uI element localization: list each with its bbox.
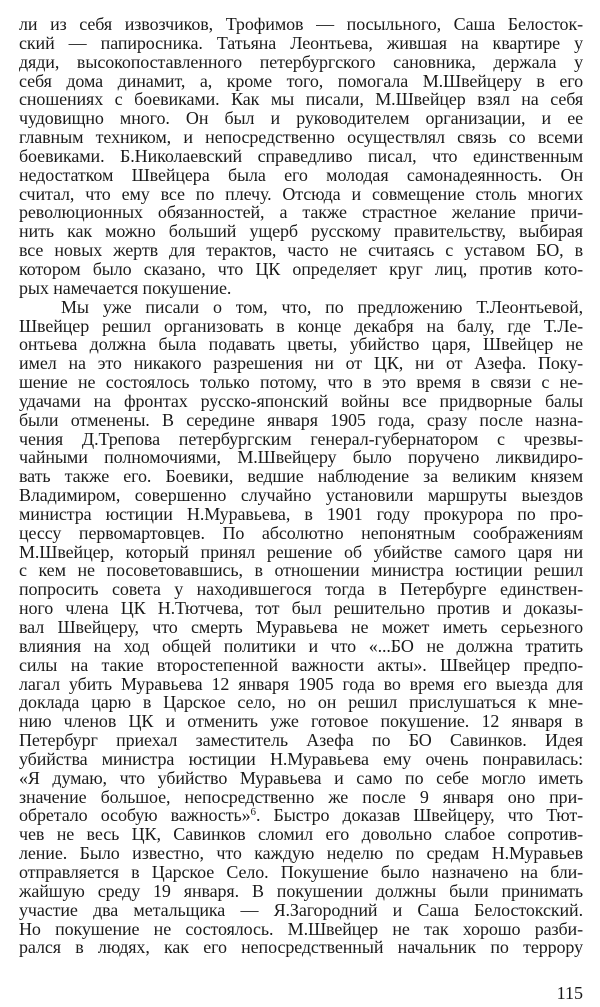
text-line: были отменены. В середине января 1905 года, сразу после назна- (19, 409, 583, 430)
text-line: министра юстиции Н.Муравьева, в 1901 году прокурора по про- (19, 503, 583, 524)
body-text (19, 15, 583, 957)
text-line: силы на такие второстепенной важности акты». Швейцер предпо- (19, 654, 583, 675)
text-line: убийства министра юстиции Н.Муравьева ему очень понравилась: (19, 748, 583, 769)
page-number: 115 (556, 983, 583, 1003)
text-line: вать также его. Боевики, ведшие наблюдение за великим князем (19, 466, 583, 487)
text-line: имел на это никакого разрешения ни от ЦК, ни от Азефа. Поку- (19, 353, 583, 374)
text-line: лагал убить Муравьева 12 января 1905 года во время его выезда для (19, 673, 583, 694)
text-line: М.Швейцер, который принял решение об убийстве самого царя ни (19, 541, 583, 562)
text-line: удачами на фронтах русско-японский войны все придворные балы (19, 390, 583, 411)
text-line: себя дома динамит, а, кроме того, помогала М.Швейцеру в его (19, 70, 583, 91)
text-line: ление. Было известно, что каждую неделю по средам Н.Муравьев (19, 843, 583, 864)
text-line: чайными полномочиями, М.Швейцеру было поручено ликвидиро- (19, 447, 583, 468)
text-line: главным техником, и непосредственно осуществлял связь со всеми (19, 127, 583, 148)
text-line: чудовищно много. Он был и руководителем организации, и ее (19, 108, 583, 129)
text-line: влияния на ход общей политики и что «...БО не должна тратить (19, 635, 583, 656)
text-line: значение большое, непосредственно же после 9 января оно при- (19, 786, 583, 807)
text-line: Мы уже писали о том, что, по предложению Т.Леонтьевой, (61, 296, 583, 317)
text-line: ного члена ЦК Н.Тютчева, тот был решительно против и доказы- (19, 598, 583, 619)
text-line: Владимиром, совершенно случайно установили маршруты выездов (19, 485, 583, 506)
text-span: . Быстро доказав Швейцеру, что Тют- (255, 805, 583, 826)
text-line: Швейцер решил организовать в конце декабря на балу, где Т.Ле- (19, 315, 583, 336)
text-line: вал Швейцеру, что смерть Муравьева не может иметь серьезного (19, 617, 583, 637)
text-line: ский — папиросника. Татьяна Леонтьева, жившая на квартире у (19, 32, 583, 53)
text-line: участие два метальщика — Я.Загородний и Саша Белостокский. (19, 899, 583, 920)
text-line: «Я думаю, что убийство Муравьева и само по себе могло иметь (19, 767, 583, 788)
text-line: сношениях с боевиками. Как мы писали, М.Швейцер взял на себя (19, 89, 583, 110)
text-line: цессу первомартовцев. По абсолютно непонятным соображениям (19, 522, 583, 543)
text-line: нить как можно больший ущерб русскому правительству, выбирая (19, 221, 583, 242)
text-line: Петербург приехал заместитель Азефа по БО Савинков. Идея (19, 730, 583, 751)
text-line: попросить совета у находившегося тогда в Петербурге единствен- (19, 579, 583, 600)
text-line: онтьева должна была подавать цветы, убийство царя, Швейцер не (19, 334, 583, 355)
text-line: доклада царю в Царское село, но он решил прислушаться к мне- (19, 692, 583, 713)
text-line: все новых жертв для терактов, часто не считаясь с уставом БО, в (19, 240, 583, 261)
text-line: рался в людях, как его непосредственный начальник по террору (19, 937, 583, 958)
text-line: рых намечается покушение. (19, 277, 232, 298)
text-line: Но покушение не состоялось. М.Швейцер не так хорошо разби- (19, 918, 583, 939)
text-line: считал, что ему все по плечу. Отсюда и совмещение столь многих (19, 183, 583, 204)
text-line (19, 806, 583, 825)
text-line: революционных обязанностей, а также страстное желание причи- (19, 202, 583, 223)
footnote-marker: 6 (250, 806, 256, 819)
text-line: недостатком Швейцера была его молодая самонадеянность. Он (19, 164, 583, 185)
text-line: дяди, высокопоставленного петербургского сановника, держала у (19, 51, 583, 72)
text-line: чев не весь ЦК, Савинков сломил его довольно слабое сопротив- (19, 824, 583, 845)
text-line: жайшую среду 19 января. В покушении должны были принимать (19, 880, 583, 901)
text-line: с кем не посоветовавшись, в отношении министра юстиции решил (19, 560, 583, 581)
text-line: шение не состоялось только потому, что в это время в связи с не- (19, 372, 583, 393)
text-line: чения Д.Трепова петербургским генерал-губернатором с чрезвы- (19, 428, 583, 449)
text-line: нию членов ЦК и отменить уже готовое покушение. 12 января в (19, 711, 583, 732)
text-line: котором было сказано, что ЦК определяет круг лиц, против кото- (19, 258, 583, 279)
text-line: ли из себя извозчиков, Трофимов — посыльного, Саша Белосток- (19, 14, 583, 34)
text-line: боевиками. Б.Николаевский справедливо писал, что единственным (19, 145, 583, 166)
text-line: отправляется в Царское Село. Покушение было назначено на бли- (19, 861, 583, 882)
text-span: обретало особую важность» (19, 805, 251, 826)
